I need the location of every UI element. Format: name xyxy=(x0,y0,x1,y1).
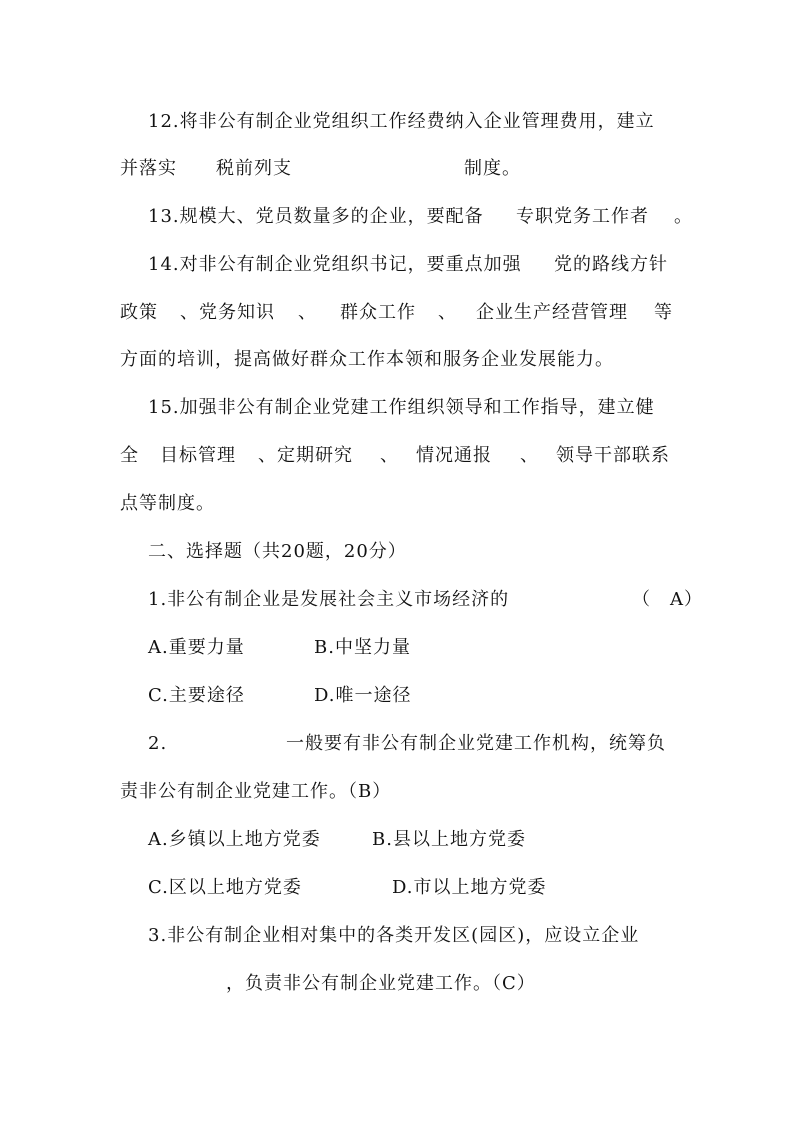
c1-option-b: B.中坚力量 xyxy=(314,637,411,658)
q15-line-1: 15.加强非公有制企业党建工作组织领导和工作指导，建立健 xyxy=(148,397,655,418)
c2-option-d: D.市以上地方党委 xyxy=(392,877,547,898)
c3-stem-line-1: 3.非公有制企业相对集中的各类开发区(园区)，应设立企业 xyxy=(148,925,640,946)
q14-answer-blank-1-cont: 政策 xyxy=(120,302,158,323)
c2-option-a: A.乡镇以上地方党委 xyxy=(148,829,321,850)
q14-answer-blank-1: 党的路线方针 xyxy=(554,254,668,275)
q15-line-2-prefix: 全 xyxy=(120,445,139,466)
q15-answer-blank-1: 目标管理 xyxy=(160,445,236,466)
c3-stem-line-2: ，负责非公有制企业党建工作。（C） xyxy=(226,973,536,994)
c2-stem-line-1: 一般要有非公有制企业党建工作机构，统筹负 xyxy=(286,733,666,754)
c2-number: 2. xyxy=(148,733,168,754)
c1-option-d: D.唯一途径 xyxy=(314,685,412,706)
q15-separator-1: 、 xyxy=(380,445,399,466)
q15-separator-2: 、 xyxy=(520,445,539,466)
c1-answer: （ A） xyxy=(632,589,703,610)
q14-separator-2: 、 xyxy=(438,302,457,323)
q13-answer-blank: 专职党务工作者 xyxy=(516,206,649,227)
q12-answer-blank: 税前列支 xyxy=(216,158,292,179)
q12-line-1: 12.将非公有制企业党组织工作经费纳入企业管理费用，建立 xyxy=(148,111,655,132)
q14-answer-blank-3: 群众工作 xyxy=(340,302,416,323)
q14-answer-blank-2: 、党务知识 xyxy=(180,302,275,323)
q15-answer-blank-2: 、定期研究 xyxy=(258,445,353,466)
q14-line-2-suffix: 等 xyxy=(654,302,673,323)
section-heading: 二、选择题（共20题，20分） xyxy=(148,541,407,562)
q14-line-1-prefix: 14.对非公有制企业党组织书记，要重点加强 xyxy=(148,254,522,275)
c2-stem-line-2: 责非公有制企业党建工作。（B） xyxy=(120,781,392,802)
c1-option-a: A.重要力量 xyxy=(148,637,245,658)
q13-line-1-prefix: 13.规模大、党员数量多的企业，要配备 xyxy=(148,206,484,227)
c1-option-c: C.主要途径 xyxy=(148,685,245,706)
c2-option-c: C.区以上地方党委 xyxy=(148,877,302,898)
q12-line-2-suffix: 制度。 xyxy=(464,158,521,179)
q15-answer-blank-4: 领导干部联系 xyxy=(556,445,670,466)
q14-line-3: 方面的培训，提高做好群众工作本领和服务企业发展能力。 xyxy=(120,349,614,370)
q15-answer-blank-3: 情况通报 xyxy=(416,445,492,466)
c1-stem: 1.非公有制企业是发展社会主义市场经济的 xyxy=(148,589,510,610)
q13-line-1-suffix: 。 xyxy=(674,206,693,227)
q15-line-3: 点等制度。 xyxy=(120,493,215,514)
q14-separator-1: 、 xyxy=(298,302,317,323)
q12-line-2-prefix: 并落实 xyxy=(120,158,177,179)
q14-answer-blank-4: 企业生产经营管理 xyxy=(476,302,628,323)
c2-option-b: B.县以上地方党委 xyxy=(372,829,526,850)
